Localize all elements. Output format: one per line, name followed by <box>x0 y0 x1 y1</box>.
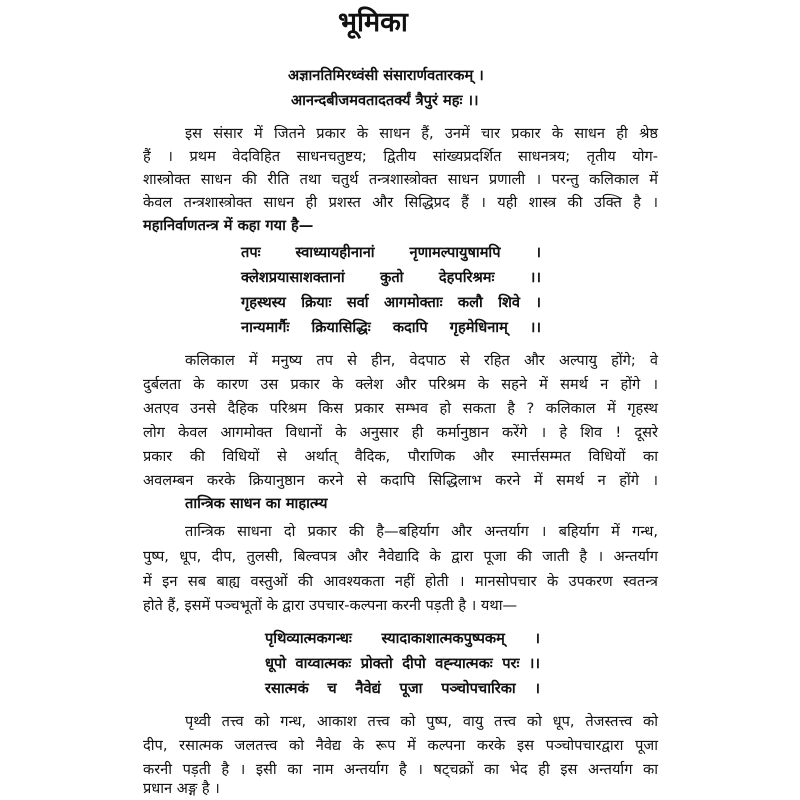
verse-line: नान्यमार्गैः क्रियासिद्धिः कदापि गृहमेधिनाम् ।। <box>241 319 541 336</box>
paragraph-line: करनी पड़ती है । इसी का नाम अन्तर्याग है । षट्चक्रों का भेद ही इस अन्तर्याग का <box>143 761 658 778</box>
paragraph-line: होते हैं, इसमें पञ्चभूतों के द्वारा उपचार-कल्पना करनी पड़ती है । यथा— <box>143 597 518 614</box>
paragraph-line: केवल तन्त्रशास्त्रोक्त साधन ही प्रशस्त और सिद्धिप्रद हैं । यही शास्त्र की उक्ति है । <box>143 194 658 211</box>
paragraph-line: प्रकार की विधियों से अर्थात् वैदिक, पौराणिक और स्मार्त्तसम्मत विधियों का <box>143 448 658 465</box>
paragraph-line: दुर्बलता के कारण उस प्रकार के क्लेश और परिश्रम के सहने में समर्थ न होंगे । <box>143 376 658 393</box>
section-heading: तान्त्रिक साधन का माहात्म्य <box>185 495 328 512</box>
verse-line: पृथिव्यात्मकगन्धः स्यादाकाशात्मकपुष्पकम् । <box>265 630 540 647</box>
verse-line: गृहस्थस्य क्रियाः सर्वा आगमोक्ताः कलौ शिवे । <box>241 294 541 311</box>
paragraph-line: में इन सब बाह्य वस्तुओं की आवश्यकता नहीं होती । मानसोपचार के उपकरण स्वतन्त्र <box>143 573 658 590</box>
verse-line: तपः स्वाध्यायहीनानां नृणामल्पायुषामपि । <box>241 244 541 261</box>
paragraph-line: अतएव उनसे दैहिक परिश्रम किस प्रकार सम्भव हो सकता है ? कलिकाल में गृहस्थ <box>143 400 658 417</box>
paragraph-line: पुष्प, धूप, दीप, तुलसी, बिल्वपत्र और नैवेद्यादि के द्वारा पूजा की जाती है । अन्तर्याग <box>143 548 658 565</box>
invocation-line: अज्ञानतिमिरध्वंसी संसारार्णवतारकम् । <box>288 67 484 84</box>
verse-line: रसात्मकं च नैवेद्यं पूजा पञ्चोपचारिका । <box>265 680 540 697</box>
page-title: भूमिका <box>338 7 408 38</box>
paragraph-line: लोग केवल आगमोक्त विधानों के अनुसार ही कर्मानुष्ठान करेंगे । हे शिव ! दूसरे <box>143 424 658 441</box>
paragraph-line: पृथ्वी तत्त्व को गन्ध, आकाश तत्त्व को पुष्प, वायु तत्त्व को धूप, तेजस्तत्त्व को <box>185 713 658 730</box>
paragraph-line: तान्त्रिक साधना दो प्रकार की है—बहिर्याग और अन्तर्याग । बहिर्याग में गन्ध, <box>185 523 658 540</box>
paragraph-line: इस संसार में जितने प्रकार के साधन हैं, उनमें चार प्रकार के साधन ही श्रेष्ठ <box>185 125 658 142</box>
paragraph-line: कलिकाल में मनुष्य तप से हीन, वेदपाठ से रहित और अल्पायु होंगे; वे <box>185 352 658 369</box>
paragraph-line: शास्त्रोक्त साधन की रीति तथा चतुर्थ तन्त्रशास्त्रोक्त साधन प्रणाली । परन्तु कलिकाल में <box>143 171 658 188</box>
paragraph-line: महानिर्वाणतन्त्र में कहा गया है— <box>143 217 314 234</box>
paragraph-line: हैं । प्रथम वेदविहित साधनचतुष्टय; द्वितीय सांख्यप्रदर्शित साधनत्रय; तृतीय योग- <box>143 148 658 165</box>
paragraph-line: अवलम्बन करके क्रियानुष्ठान करने से कदापि सिद्धिलाभ करने में समर्थ न होंगे । <box>143 472 658 489</box>
verse-line: क्लेशप्रयासाशक्तानां कुतो देहपरिश्रमः ।। <box>241 269 541 286</box>
paragraph-line: प्रधान अङ्ग है । <box>143 780 220 797</box>
invocation-line: आनन्दबीजमवतादतर्क्यं त्रैपुरं महः ।। <box>291 92 479 109</box>
paragraph-line: दीप, रसात्मक जलतत्त्व को नैवेद्य के रूप में कल्पना करके इस पञ्चोपचारद्वारा पूजा <box>143 737 658 754</box>
verse-line: धूपो वाय्वात्मकः प्रोक्तो दीपो वह्न्यात्मकः परः ।। <box>265 655 540 672</box>
